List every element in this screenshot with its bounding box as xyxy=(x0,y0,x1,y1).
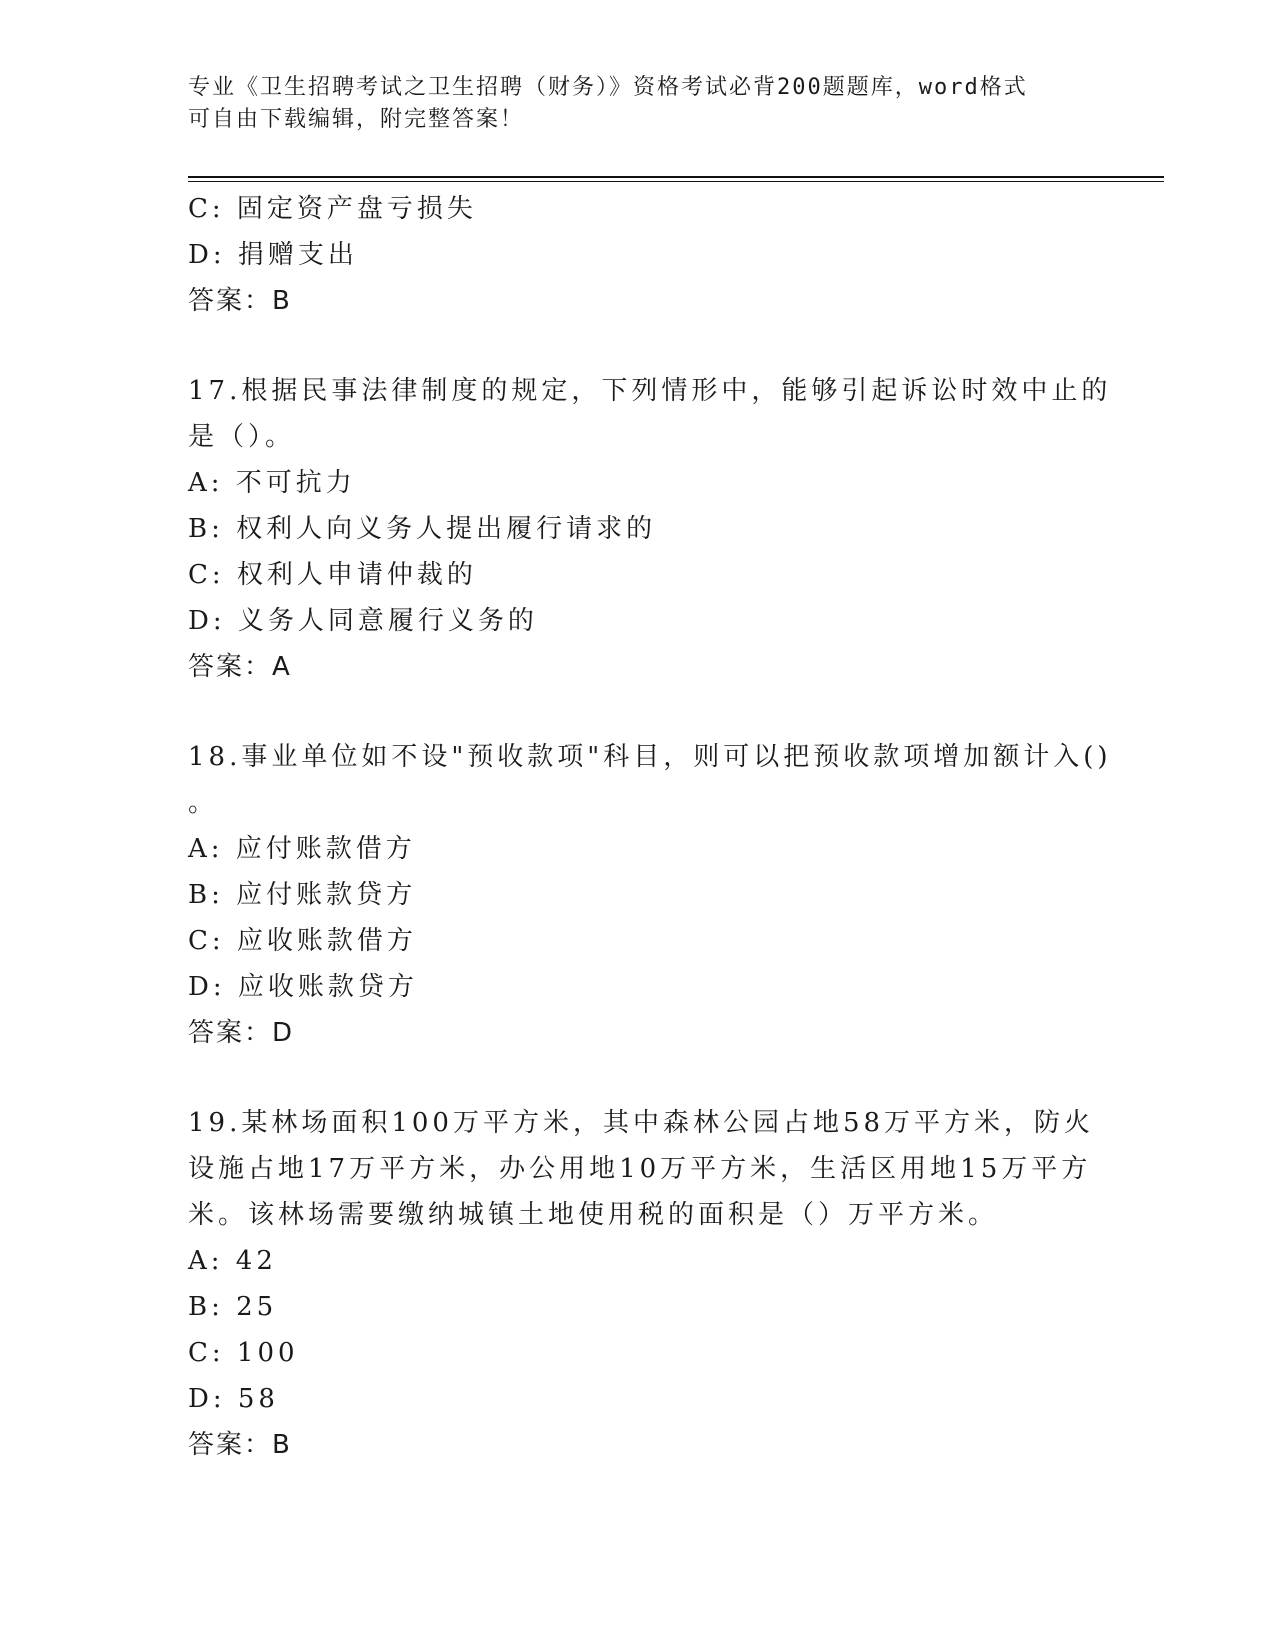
answer: 答案：B xyxy=(188,1430,292,1460)
option-c: C: 100 xyxy=(188,1338,299,1368)
question-17 xyxy=(188,368,1112,690)
question-text-line: 设施占地17万平方米，办公用地10万平方米，生活区用地15万平方 xyxy=(188,1154,1092,1184)
question-list xyxy=(188,186,1112,1468)
option-c: C: 权利人申请仲裁的 xyxy=(188,560,477,590)
document-header xyxy=(188,72,1088,136)
question-text-line: 。 xyxy=(188,788,219,818)
question-19 xyxy=(188,1100,1095,1468)
option-a: A: 不可抗力 xyxy=(188,468,356,498)
answer: 答案：D xyxy=(188,1018,295,1048)
option-c: C: 应收账款借方 xyxy=(188,926,417,956)
option-b: B: 应付账款贷方 xyxy=(188,880,417,910)
option-b: B: 25 xyxy=(188,1292,278,1322)
option-d: D: 捐赠支出 xyxy=(188,240,358,270)
option-d: D: 58 xyxy=(188,1384,279,1414)
option-c: C: 固定资产盘亏损失 xyxy=(188,194,477,224)
option-d: D: 应收账款贷方 xyxy=(188,972,418,1002)
answer: 答案：B xyxy=(188,286,292,316)
header-line-1: 专业《卫生招聘考试之卫生招聘（财务）》资格考试必背200题题库，word格式 xyxy=(188,75,1028,100)
option-a: A: 应付账款借方 xyxy=(188,834,416,864)
question-text-line: 是（）。 xyxy=(188,422,296,452)
option-b: B: 权利人向义务人提出履行请求的 xyxy=(188,514,657,544)
header-divider xyxy=(188,176,1164,178)
header-line-2: 可自由下载编辑，附完整答案！ xyxy=(188,107,525,132)
answer: 答案：A xyxy=(188,652,292,682)
question-16-tail xyxy=(188,186,1088,324)
option-d: D: 义务人同意履行义务的 xyxy=(188,606,538,636)
option-a: A: 42 xyxy=(188,1246,277,1276)
header-divider-thin xyxy=(188,181,1164,182)
question-18 xyxy=(188,734,1112,1056)
question-text-line: 米。该林场需要缴纳城镇土地使用税的面积是（）万平方米。 xyxy=(188,1200,999,1230)
question-text-line: 19.某林场面积100万平方米，其中森林公园占地58万平方米，防火 xyxy=(188,1108,1095,1138)
question-text-line: 18.事业单位如不设"预收款项"科目，则可以把预收款项增加额计入() xyxy=(188,742,1112,772)
question-text-line: 17.根据民事法律制度的规定，下列情形中，能够引起诉讼时效中止的 xyxy=(188,376,1112,406)
